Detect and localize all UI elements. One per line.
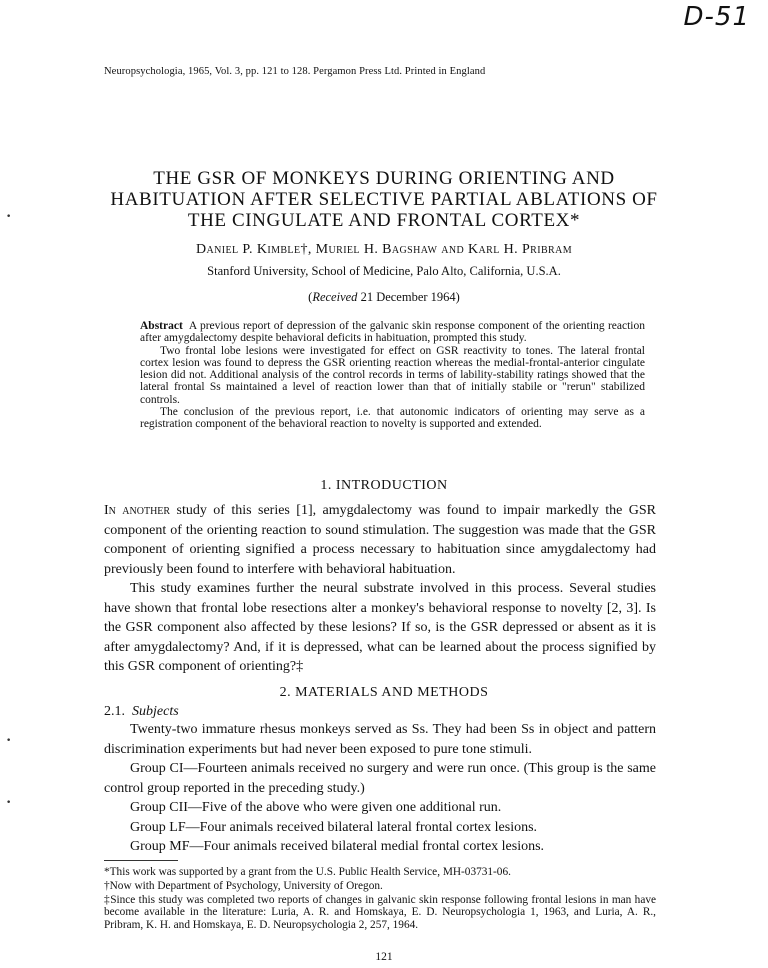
abstract-label: Abstract	[140, 320, 183, 332]
scan-speck-mark: •	[6, 736, 12, 746]
abstract-paragraph-1	[140, 320, 645, 345]
section-heading-introduction: 1. INTRODUCTION	[320, 478, 448, 493]
methods-body	[104, 720, 656, 857]
methods-paragraph-4: Group LF—Four animals received bilateral lateral frontal cortex lesions.	[130, 819, 538, 835]
abstract-paragraph-3: The conclusion of the previous report, i.e. that autonomic indicators of orienting may serve as a registration component of the behavioral reaction to novelty is supported and extended.	[140, 406, 645, 431]
intro-paragraph-1-text: study of this series [1], amygdalectomy was found to impair markedly the GSR component of the orienting reaction to sound stimulation. The suggestion was made that the GSR component of orienting signified a process necessary to habituation since amygdalectomy had previously been found to interfere with behavioral habituation.	[104, 503, 656, 577]
footnote-2: †Now with Department of Psychology, University of Oregon.	[104, 879, 383, 892]
abstract-text-1: A previous report of depression of the galvanic skin response component of the orienting reaction after amygdalectomy despite behavioral deficits in habituation, prompted this study.	[140, 320, 645, 345]
page-number: 121	[375, 951, 393, 963]
methods-paragraph-5: Group MF—Four animals received bilateral medial frontal cortex lesions.	[130, 839, 545, 854]
paper-title	[60, 168, 708, 231]
abstract	[140, 320, 645, 431]
section-heading-methods: 2. MATERIALS AND METHODS	[279, 685, 489, 700]
footnote-1: *This work was supported by a grant from the U.S. Public Health Service, MH-03731-06.	[104, 866, 511, 878]
abstract-paragraph-2: Two frontal lobe lesions were investigated for effect on GSR reactivity to tones. The lateral frontal cortex lesion was found to depress the GSR orienting reaction whereas the medial-frontal-anterior cingulate lesion did not. Additional analysis of the control records in terms of lability-stability ratings showed that the lateral frontal Ss maintained a level of reaction lower than that of initially stabile or "rerun" stabilized controls.	[140, 344, 645, 406]
journal-citation: Neuropsychologia, 1965, Vol. 3, pp. 121 to 128. Pergamon Press Ltd. Printed in England	[104, 66, 486, 77]
footnote-divider	[104, 860, 178, 861]
intro-lead-words: In another	[104, 503, 171, 518]
document-id-handwritten: D-51	[683, 2, 750, 32]
intro-paragraph-2: This study examines further the neural substrate involved in this process. Several studies have shown that frontal lobe resections alter a monkey's behavioral response to novelty [2, 3]. Is the GSR component also affected by these lesions? If so, is the GSR depressed or absent as it is after amygdalectomy? And, if it is depressed, what can be learned about the process signified by this GSR component of orienting?‡	[104, 581, 656, 674]
footnote-3: ‡Since this study was completed two reports of changes in galvanic skin response following frontal lesions in man have become available in the literature: Luria, A. R. and Homskaya, E. D. Neuropsychologia 1, 1963, and Luria, A. R., Pribram, K. H. and Homskaya, E. D. Neuropsychologia 2, 257, 1964.	[104, 893, 656, 932]
intro-paragraph-1	[104, 501, 656, 579]
subsection-heading-subjects	[104, 704, 179, 720]
title-line-1: THE GSR OF MONKEYS DURING ORIENTING AND	[153, 168, 615, 189]
received-day: 21 December 1964	[360, 290, 456, 304]
title-line-2: HABITUATION AFTER SELECTIVE PARTIAL ABLATIONS OF	[110, 189, 658, 210]
author-list: Daniel P. Kimble†, Muriel H. Bagshaw and Karl H. Pribram	[196, 242, 572, 257]
received-date: (Received 21 December 1964)	[308, 290, 460, 304]
received-label: Received	[312, 290, 358, 304]
methods-paragraph-2: Group CI—Fourteen animals received no surgery and were run once. (This group is the same control group reported in the preceding study.)	[104, 761, 656, 796]
scan-speck-mark: •	[6, 212, 12, 222]
affiliation: Stanford University, School of Medicine, Palo Alto, California, U.S.A.	[207, 264, 561, 278]
introduction-body	[104, 501, 656, 677]
subsection-number: 2.1.	[104, 704, 125, 719]
footnotes	[104, 866, 656, 933]
methods-paragraph-1: Twenty-two immature rhesus monkeys served as Ss. They had been Ss in object and pattern discrimination experiments but had never been exposed to pure tone stimuli.	[104, 722, 656, 757]
methods-paragraph-3: Group CII—Five of the above who were given one additional run.	[130, 800, 502, 815]
subsection-title: Subjects	[132, 704, 179, 719]
title-line-3: THE CINGULATE AND FRONTAL CORTEX*	[187, 210, 581, 231]
scan-speck-mark: •	[6, 798, 12, 808]
